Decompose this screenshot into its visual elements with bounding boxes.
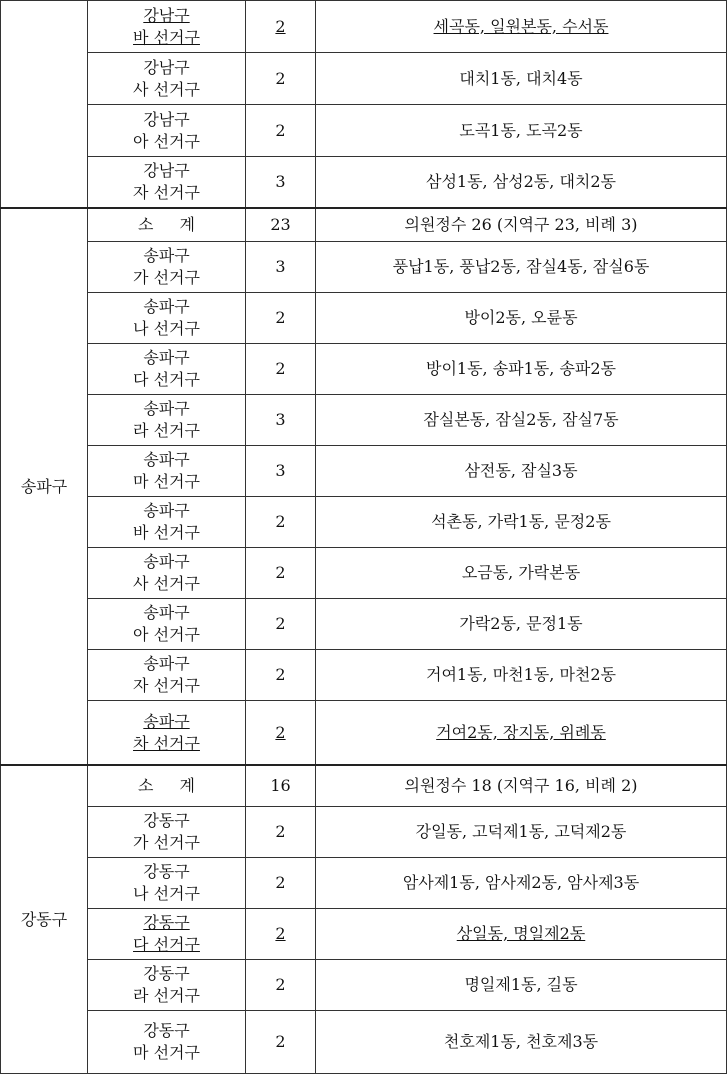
dong-list: 삼전동, 잠실3동: [316, 446, 727, 497]
district-name: 강남구 자 선거구: [88, 157, 246, 209]
dong-list: 방이2동, 오륜동: [316, 293, 727, 344]
dong-list: 풍납1동, 풍납2동, 잠실4동, 잠실6동: [316, 242, 727, 293]
district-name: 송파구 차 선거구: [88, 701, 246, 766]
table-row: [1, 807, 727, 858]
seat-count: 3: [246, 446, 316, 497]
district-name: 송파구 아 선거구: [88, 599, 246, 650]
table-row: [1, 1, 727, 53]
table-row: [1, 293, 727, 344]
seat-count: 2: [246, 1011, 316, 1074]
dong-list: 잠실본동, 잠실2동, 잠실7동: [316, 395, 727, 446]
district-name: 송파구 나 선거구: [88, 293, 246, 344]
table-row: [1, 548, 727, 599]
seat-count: 2: [246, 344, 316, 395]
table-row: [1, 1011, 727, 1074]
district-name: 강동구 라 선거구: [88, 960, 246, 1011]
table-row: [1, 701, 727, 766]
subtotal-note: 의원정수 26 (지역구 23, 비례 3): [316, 208, 727, 242]
seat-count: 2: [246, 497, 316, 548]
gu-cell-gangnam: [1, 1, 88, 209]
seat-count: 2: [246, 807, 316, 858]
gu-name-songpa: 송파구: [1, 208, 88, 765]
seat-count: 2: [246, 53, 316, 105]
table-row: [1, 650, 727, 701]
subtotal-label: 소계: [88, 765, 246, 807]
dong-list: 오금동, 가락본동: [316, 548, 727, 599]
dong-list: 세곡동, 일원본동, 수서동: [316, 1, 727, 53]
table-row: [1, 497, 727, 548]
subtotal-seats: 16: [246, 765, 316, 807]
dong-list: 암사제1동, 암사제2동, 암사제3동: [316, 858, 727, 909]
dong-list: 도곡1동, 도곡2동: [316, 105, 727, 157]
seat-count: 2: [246, 650, 316, 701]
district-name: 송파구 라 선거구: [88, 395, 246, 446]
district-name: 강동구 다 선거구: [88, 909, 246, 960]
table-row: [1, 105, 727, 157]
seat-count: 3: [246, 157, 316, 209]
district-name: 송파구 마 선거구: [88, 446, 246, 497]
dong-list: 강일동, 고덕제1동, 고덕제2동: [316, 807, 727, 858]
seat-count: 2: [246, 701, 316, 766]
dong-list: 방이1동, 송파1동, 송파2동: [316, 344, 727, 395]
district-name: 강남구 바 선거구: [88, 1, 246, 53]
subtotal-row: [1, 765, 727, 807]
district-name: 강동구 가 선거구: [88, 807, 246, 858]
dong-list: 상일동, 명일제2동: [316, 909, 727, 960]
table-row: [1, 242, 727, 293]
table-row: [1, 858, 727, 909]
seat-count: 2: [246, 1, 316, 53]
seat-count: 2: [246, 105, 316, 157]
subtotal-note: 의원정수 18 (지역구 16, 비례 2): [316, 765, 727, 807]
table-row: [1, 395, 727, 446]
district-name: 송파구 자 선거구: [88, 650, 246, 701]
subtotal-label: 소계: [88, 208, 246, 242]
seat-count: 2: [246, 909, 316, 960]
district-name: 강동구 나 선거구: [88, 858, 246, 909]
dong-list: 천호제1동, 천호제3동: [316, 1011, 727, 1074]
seat-count: 2: [246, 858, 316, 909]
seat-count: 3: [246, 395, 316, 446]
dong-list: 거여1동, 마천1동, 마천2동: [316, 650, 727, 701]
dong-list: 삼성1동, 삼성2동, 대치2동: [316, 157, 727, 209]
subtotal-row: [1, 208, 727, 242]
dong-list: 명일제1동, 길동: [316, 960, 727, 1011]
district-name: 송파구 사 선거구: [88, 548, 246, 599]
subtotal-seats: 23: [246, 208, 316, 242]
seat-count: 2: [246, 548, 316, 599]
seat-count: 2: [246, 960, 316, 1011]
table-row: [1, 960, 727, 1011]
table-row: [1, 157, 727, 209]
table-row: [1, 909, 727, 960]
district-name: 송파구 가 선거구: [88, 242, 246, 293]
district-name: 송파구 바 선거구: [88, 497, 246, 548]
district-name: 강동구 마 선거구: [88, 1011, 246, 1074]
seat-count: 2: [246, 599, 316, 650]
table-row: [1, 53, 727, 105]
table-row: [1, 599, 727, 650]
dong-list: 대치1동, 대치4동: [316, 53, 727, 105]
dong-list: 가락2동, 문정1동: [316, 599, 727, 650]
dong-list: 거여2동, 장지동, 위례동: [316, 701, 727, 766]
district-name: 강남구 사 선거구: [88, 53, 246, 105]
dong-list: 석촌동, 가락1동, 문정2동: [316, 497, 727, 548]
table-row: [1, 446, 727, 497]
district-name: 송파구 다 선거구: [88, 344, 246, 395]
seat-count: 3: [246, 242, 316, 293]
seat-count: 2: [246, 293, 316, 344]
table-row: [1, 344, 727, 395]
district-name: 강남구 아 선거구: [88, 105, 246, 157]
gu-name-gangdong: 강동구: [1, 765, 88, 1074]
